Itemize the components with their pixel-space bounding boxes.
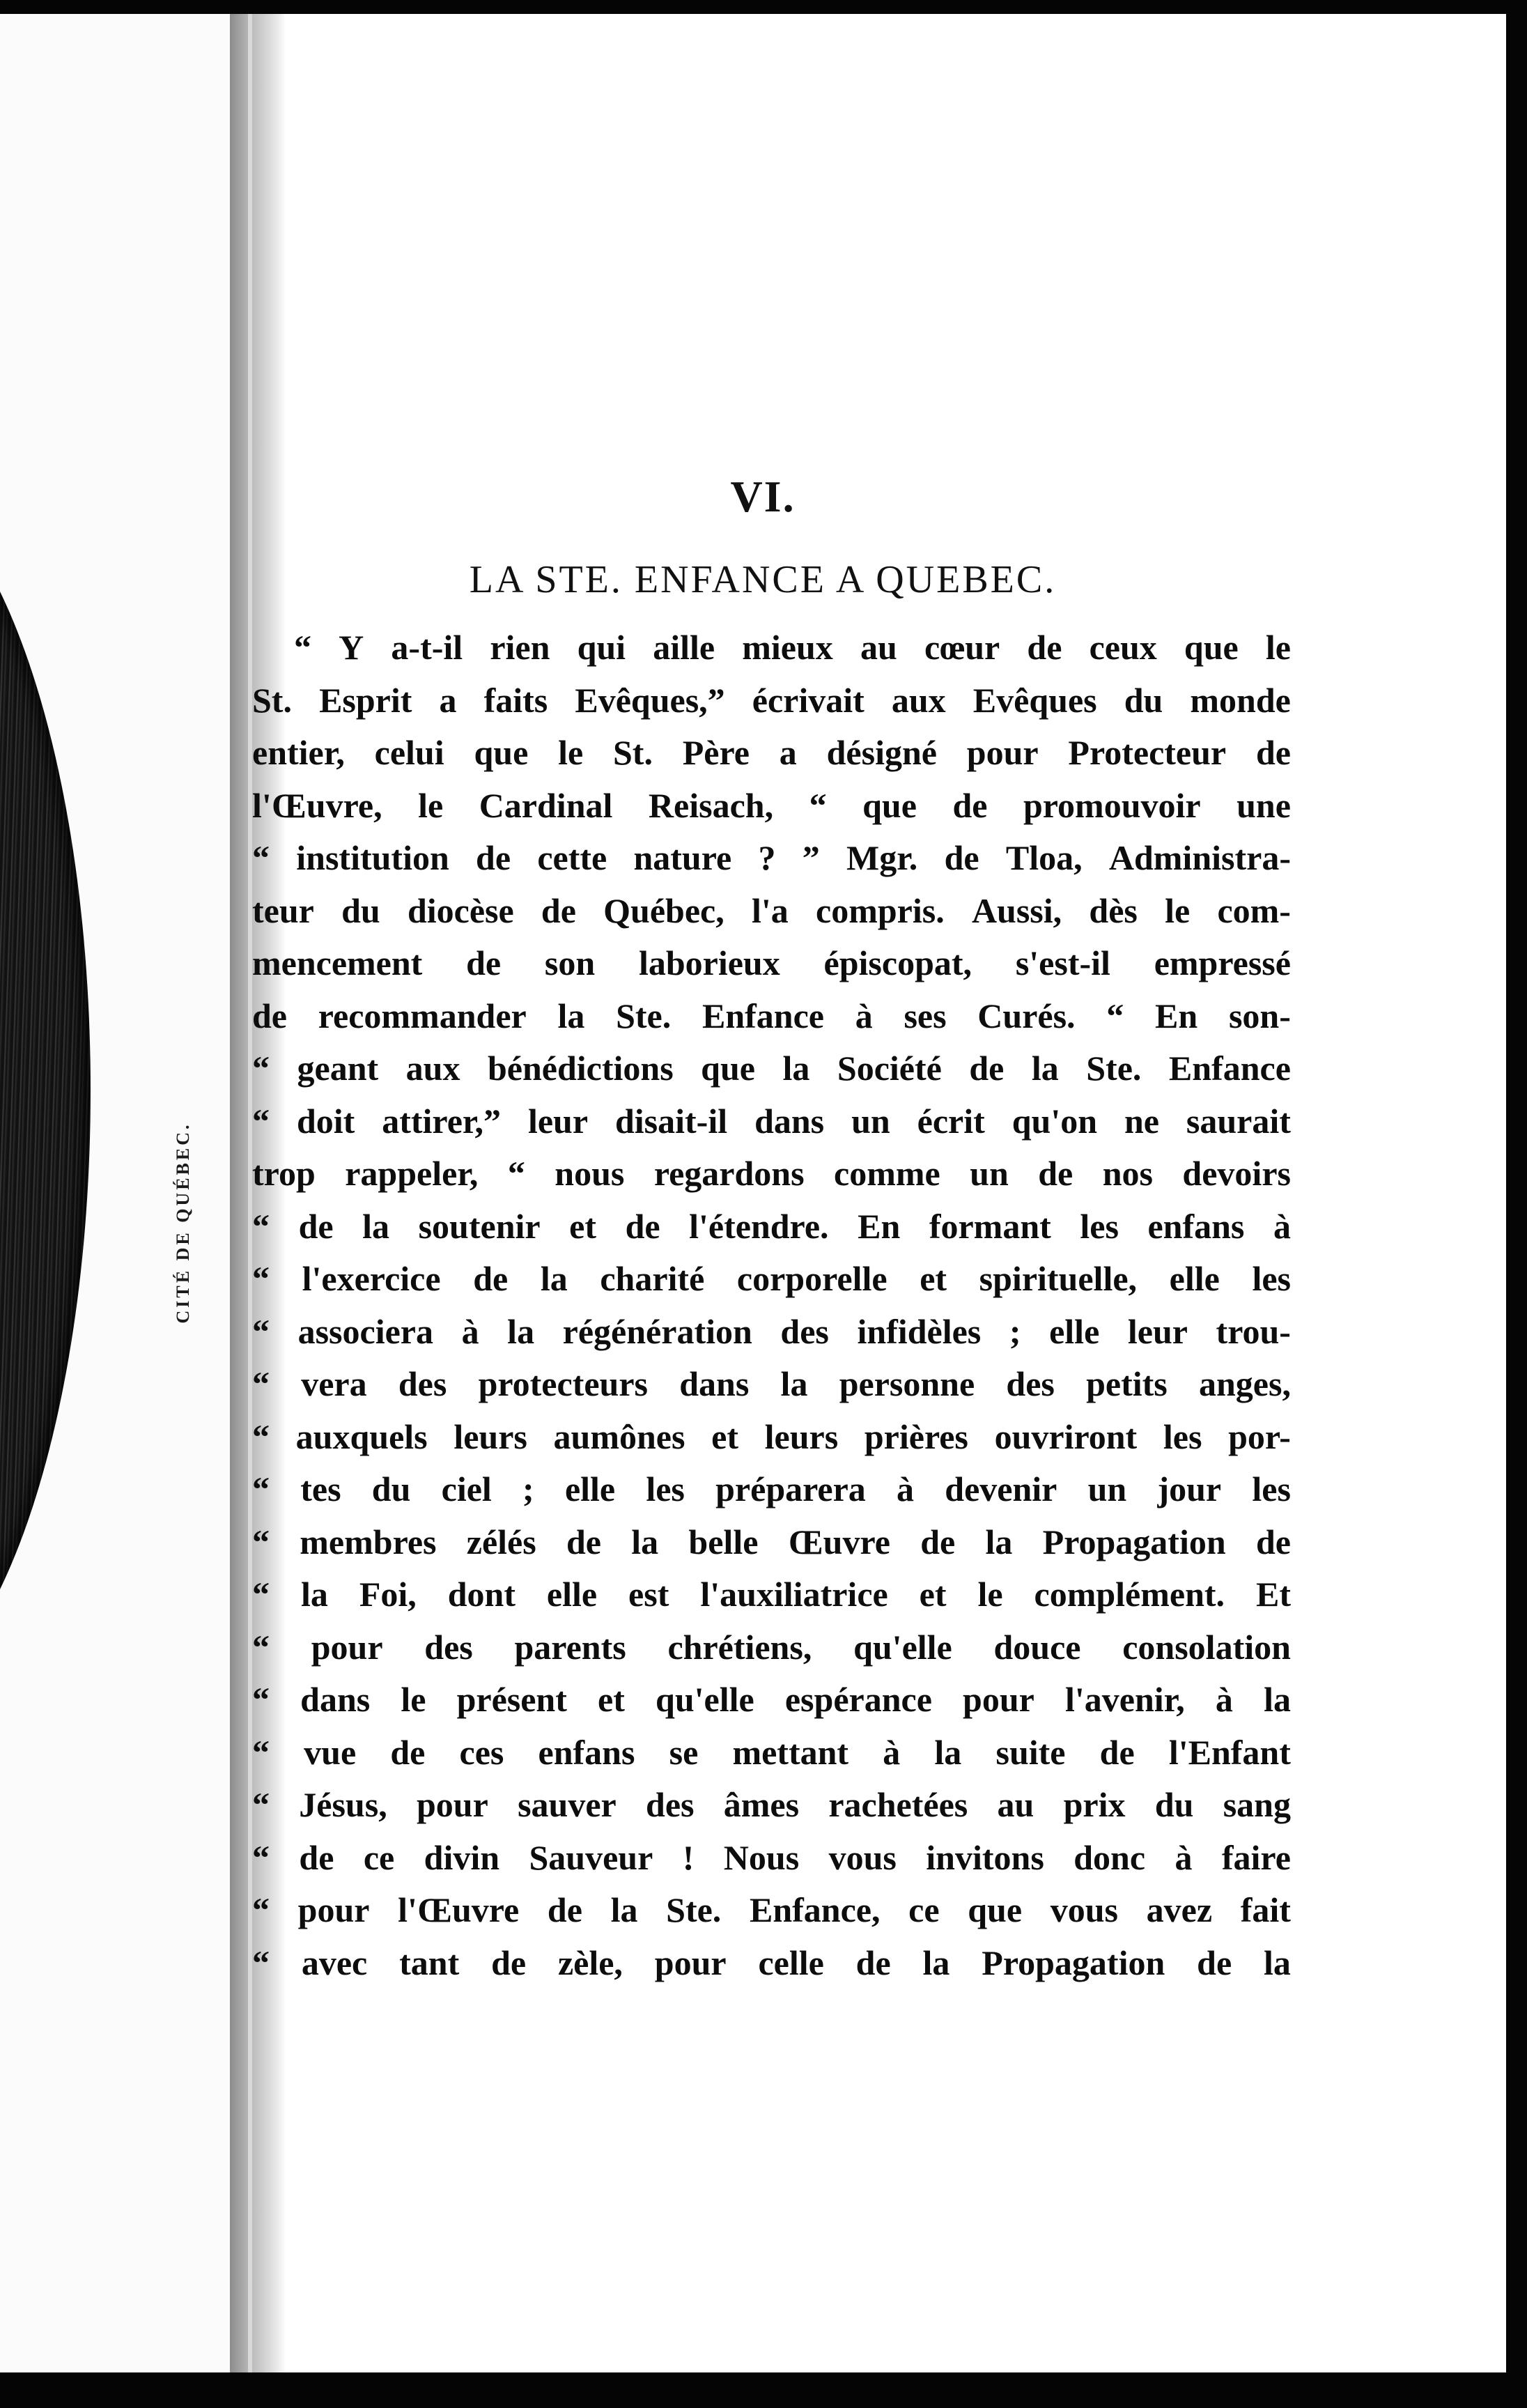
chapter-heading: LA STE. ENFANCE A QUEBEC. <box>469 558 1057 601</box>
text-line: “ associera à la régénération des infidèles ; elle leur trou- <box>252 1311 1291 1351</box>
text-line: “ avec tant de zèle, pour celle de la Propagation de la <box>252 1943 1291 1982</box>
text-line: l'Œuvre, le Cardinal Reisach, “ que de promouvoir une <box>252 785 1291 825</box>
scan-border-bottom <box>0 2372 1527 2408</box>
text-line: “ Y a-t-il rien qui aille mieux au cœur de ceux que le <box>294 628 1291 667</box>
text-line: entier, celui que le St. Père a désigné pour Protecteur de <box>252 733 1291 772</box>
scan-border-top <box>0 0 1527 14</box>
chapter-number: VI. <box>730 472 796 521</box>
text-line: teur du diocèse de Québec, l'a compris. Aussi, dès le com- <box>252 890 1291 930</box>
text-line: St. Esprit a faits Evêques,” écrivait aux Evêques du monde <box>252 680 1291 720</box>
text-line: “ vue de ces enfans se mettant à la suite de l'Enfant <box>252 1732 1291 1772</box>
scan-border-right <box>1506 0 1527 2408</box>
text-line: “ institution de cette nature ? ” Mgr. de Tloa, Administra- <box>252 838 1291 877</box>
text-line: “ pour des parents chrétiens, qu'elle douce consolation <box>252 1627 1291 1667</box>
text-line: “ pour l'Œuvre de la Ste. Enfance, ce que vous avez fait <box>252 1890 1291 1929</box>
text-line: de recommander la Ste. Enfance à ses Curés. “ En son- <box>252 996 1291 1035</box>
text-page <box>247 0 1506 2372</box>
text-line: “ tes du ciel ; elle les préparera à devenir un jour les <box>252 1469 1291 1508</box>
caption-text: CITÉ DE QUÉBEC. <box>173 1122 193 1324</box>
text-line: “ vera des protecteurs dans la personne des petits anges, <box>252 1364 1291 1403</box>
text-line: “ de ce divin Sauveur ! Nous vous invitons donc à faire <box>252 1837 1291 1877</box>
text-line: “ Jésus, pour sauver des âmes rachetées au prix du sang <box>252 1785 1291 1824</box>
text-line: “ geant aux bénédictions que la Société de la Ste. Enfance <box>252 1049 1291 1088</box>
text-line: mencement de son laborieux épiscopat, s'est-il empressé <box>252 943 1291 982</box>
engraved-illustration <box>0 467 91 1714</box>
text-line: trop rappeler, “ nous regardons comme un de nos devoirs <box>252 1154 1291 1193</box>
text-line: “ doit attirer,” leur disait-il dans un écrit qu'on ne saurait <box>252 1101 1291 1141</box>
text-line: “ dans le présent et qu'elle espérance pour l'avenir, à la <box>252 1680 1291 1719</box>
text-line: “ l'exercice de la charité corporelle et spirituelle, elle les <box>252 1259 1291 1298</box>
left-facing-page <box>0 14 251 2372</box>
text-line: “ auxquels leurs aumônes et leurs prières ouvriront les por- <box>252 1417 1291 1456</box>
body-paragraph <box>252 622 1291 1989</box>
text-line: “ de la soutenir et de l'étendre. En formant les enfans à <box>252 1206 1291 1246</box>
text-line: “ la Foi, dont elle est l'auxiliatrice et le complément. Et <box>252 1575 1291 1614</box>
text-line: “ membres zélés de la belle Œuvre de la Propagation de <box>252 1522 1291 1561</box>
